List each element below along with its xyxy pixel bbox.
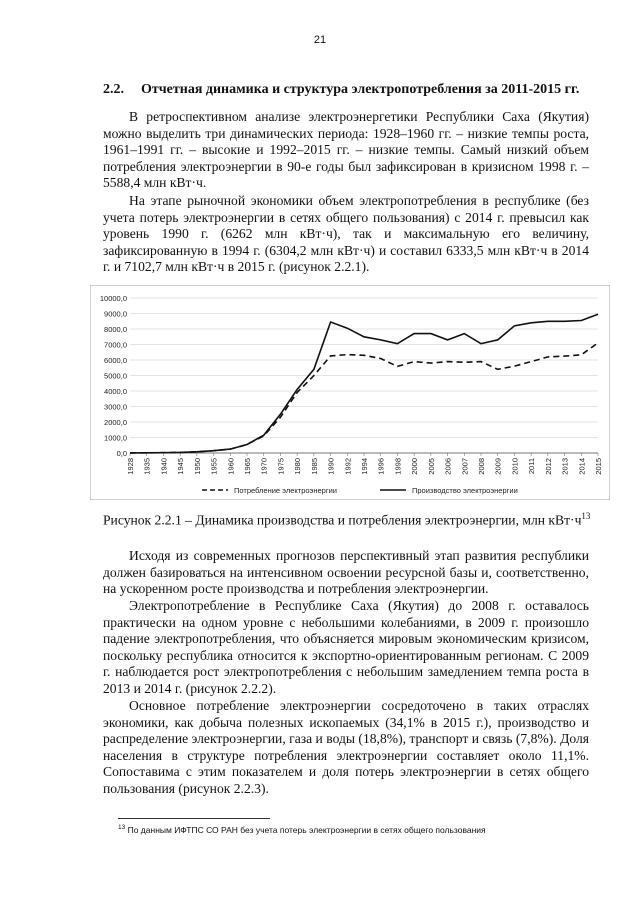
x-tick-label: 2011 — [527, 458, 537, 475]
y-tick-label: 4000,0 — [104, 387, 127, 396]
footnote-ref: 13 — [581, 511, 591, 521]
y-tick-label: 6000,0 — [104, 356, 127, 365]
x-tick-label: 1935 — [142, 458, 152, 475]
x-tick-label: 2014 — [577, 458, 587, 475]
section-heading — [103, 82, 579, 98]
x-tick-label: 2015 — [594, 458, 603, 475]
paragraph-4: Электропотребление в Республике Саха (Якутия) до 2008 г. оставалось практически на одном уровне с небольшими колебаниями, в 2009 г. произошло падение электропотребления, что объясняется мировым экономическим кризисом, поскольку республика относится к экспортно-ориентированным регионам. С 2009 г. наблюдается рост электропотребления с небольшим замедлением темпа роста в 2013 и 2014 г. (рисунок 2.2.2). — [103, 598, 589, 696]
x-tick-label: 1970 — [259, 458, 269, 475]
figure-caption — [103, 511, 590, 529]
x-tick-label: 2007 — [460, 458, 470, 475]
x-tick-label: 2013 — [560, 458, 570, 475]
x-tick-label: 1990 — [326, 458, 336, 475]
x-tick-label: 2012 — [543, 458, 553, 475]
x-tick-label: 1985 — [309, 458, 319, 475]
x-tick-label: 1945 — [176, 458, 186, 475]
x-tick-label: 1994 — [360, 458, 369, 475]
x-tick-label: 1975 — [276, 458, 286, 475]
section-number: 2.2. — [103, 82, 124, 97]
y-tick-label: 5000,0 — [104, 371, 127, 381]
y-tick-label: 7000,0 — [104, 340, 127, 350]
x-tick-label: 1950 — [192, 458, 202, 475]
x-tick-label: 1980 — [293, 458, 303, 475]
y-tick-label: 9000,0 — [104, 309, 127, 319]
x-tick-label: 1996 — [376, 458, 386, 475]
x-tick-label: 2009 — [493, 458, 503, 475]
y-tick-label: 8000,0 — [104, 325, 127, 334]
y-tick-label: 1000,0 — [104, 433, 127, 443]
footnote-divider — [118, 818, 270, 819]
paragraph-1: В ретроспективном анализе электроэнергетики Республики Саха (Якутия) можно выделить три динамических периода: 1928–1960 гг. – низкие темпы роста, 1961–1991 гг. – высокие и 1992–2015 гг. – низкие темпы. Самый низкий объем потребления электроэнергии в 90-е годы был зафиксирован в кризисном 1998 г. – 5588,4 млн кВт·ч. — [103, 109, 589, 190]
y-tick-label: 2000,0 — [104, 418, 127, 427]
x-tick-label: 2000 — [410, 458, 420, 475]
x-tick-label: 1928 — [126, 458, 135, 475]
footnote-text: По данным ИФТПС СО РАН без учета потерь электроэнергии в сетях общего пользования — [127, 824, 486, 835]
x-tick-label: 2008 — [477, 458, 486, 475]
section-title: Отчетная динамика и структура электропотребления за 2011-2015 гг. — [141, 82, 580, 97]
x-tick-label: 2005 — [426, 458, 436, 475]
y-tick-label: 3000,0 — [104, 402, 127, 412]
x-tick-label: 1965 — [243, 458, 252, 475]
page-number: 21 — [313, 34, 327, 46]
paragraph-3: Исходя из современных прогнозов перспективный этап развития республики должен базироваться на интенсивном освоении ресурсной базы и, соответственно, на ускоренном росте производства и потребления электроэнергии. — [103, 548, 589, 596]
x-tick-label: 2010 — [510, 458, 520, 475]
paragraph-2: На этапе рыночной экономики объем электропотребления в республике (без учета потерь электроэнергии в сетях общего пользования) с 2014 г. превысил как уровень 1990 г. (6262 млн кВт·ч), так и максимальную его величину, зафиксированную в 1994 г. (6304,2 млн кВт·ч) и составил 6333,5 млн кВт·ч в 2014 г. и 7102,7 млн кВт·ч в 2015 г. (рисунок 2.2.1). — [103, 193, 589, 274]
x-tick-label: 1992 — [343, 458, 353, 475]
x-tick-label: 1960 — [226, 458, 236, 475]
legend-label: Производство электроэнергии — [412, 486, 518, 495]
paragraph-5: Основное потребление электроэнергии сосредоточено в таких отраслях экономики, как добыча полезных ископаемых (34,1% в 2015 г.), производство и распределение электроэнергии, газа и воды (18,8%), транспорт и связь (7,8%). Доля населения в структуре потребления электроэнергии составляет около 11,1%. Сопоставима с этим показателем и доля потерь электроэнергии в сетях общего пользования (рисунок 2.2.3). — [103, 698, 589, 796]
x-tick-label: 1940 — [159, 458, 169, 475]
figure-caption-text: Рисунок 2.2.1 – Динамика производства и потребления электроэнергии, млн кВт·ч — [103, 512, 582, 528]
x-tick-label: 2006 — [443, 458, 453, 475]
figure-chart — [90, 285, 610, 500]
x-tick-label: 1955 — [209, 458, 219, 475]
series-consumption-line — [130, 343, 598, 453]
footnote — [118, 824, 486, 835]
series-production-line — [130, 314, 598, 453]
footnote-mark: 13 — [118, 824, 126, 831]
y-tick-label: 10000,0 — [99, 294, 127, 303]
x-tick-label: 1998 — [393, 458, 403, 475]
y-tick-label: 0,0 — [116, 449, 127, 458]
legend-label: Потребление электроэнергии — [234, 486, 337, 495]
